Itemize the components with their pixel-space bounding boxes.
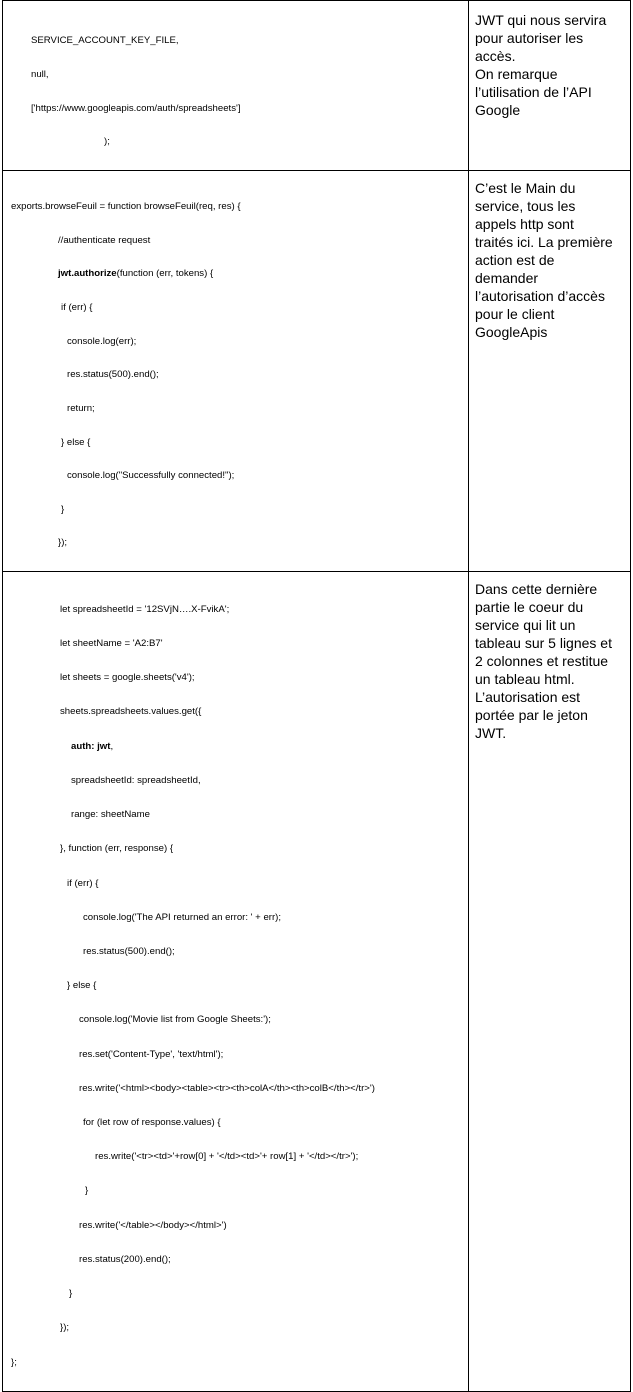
code-cell bbox=[3, 571, 469, 1391]
description-line: service qui lit un bbox=[475, 616, 576, 633]
code-line: range: sheetName bbox=[71, 809, 150, 821]
description-line: On remarque bbox=[475, 66, 558, 82]
code-line: let sheetName = 'A2:B7' bbox=[60, 637, 163, 649]
description-line: l’autorisation d’accès bbox=[475, 287, 605, 304]
code-cell bbox=[3, 170, 469, 571]
code-line: SERVICE_ACCOUNT_KEY_FILE, bbox=[31, 35, 179, 47]
description-line: portée par le jeton bbox=[475, 706, 588, 723]
description-line: Google bbox=[475, 102, 521, 118]
description-line: JWT qui nous servira bbox=[475, 12, 607, 28]
code-line: for (let row of response.values) { bbox=[83, 1117, 221, 1129]
code-line: } bbox=[85, 1185, 89, 1197]
code-cell bbox=[3, 1, 469, 171]
description-line: JWT. bbox=[475, 724, 507, 741]
code-line: res.write('</table></body></html>') bbox=[79, 1219, 227, 1231]
description-line: tableau sur 5 lignes et bbox=[475, 634, 612, 651]
description-line: l’utilisation de l’API bbox=[475, 84, 592, 100]
table-row bbox=[3, 571, 631, 1391]
description-line: accès. bbox=[475, 48, 516, 64]
description-cell bbox=[469, 170, 631, 571]
code-line: spreadsheetId: spreadsheetId, bbox=[71, 774, 201, 786]
description-line: action est de bbox=[475, 251, 555, 268]
code-line: //authenticate request bbox=[58, 234, 151, 246]
description-line: C’est le Main du bbox=[475, 179, 576, 196]
code-line: let sheets = google.sheets('v4'); bbox=[60, 672, 195, 684]
code-line: let spreadsheetId = '12SVjN….X-FvikA'; bbox=[60, 603, 230, 615]
code-line: exports.browseFeuil = function browseFeuil(req, res) { bbox=[11, 201, 241, 213]
description-line: demander bbox=[475, 269, 539, 286]
description-line: GoogleApis bbox=[475, 323, 548, 340]
description-line: service, tous les bbox=[475, 197, 576, 214]
code-token: jwt.authorize bbox=[58, 268, 117, 280]
code-line: ['https://www.googleapis.com/auth/spreadsheets'] bbox=[31, 102, 241, 114]
code-line: }); bbox=[58, 537, 68, 549]
code-line: console.log(err); bbox=[67, 335, 137, 347]
description-line: L’autorisation est bbox=[475, 688, 581, 705]
code-line bbox=[3, 741, 468, 752]
document-table bbox=[2, 0, 631, 1392]
description-line: pour le client bbox=[475, 305, 555, 322]
code-token: , bbox=[110, 740, 114, 752]
code-line: res.status(500).end(); bbox=[67, 369, 159, 381]
description-line: traités ici. La première bbox=[475, 233, 613, 250]
code-line: res.write('<tr><td>'+row[0] + '</td><td>'+ row[1] + '</td></tr>'); bbox=[95, 1151, 359, 1163]
code-line: console.log("Successfully connected!"); bbox=[67, 470, 235, 482]
code-line: console.log('Movie list from Google Sheets:'); bbox=[79, 1014, 271, 1026]
code-line: } bbox=[69, 1288, 73, 1300]
description-line: Dans cette dernière bbox=[475, 580, 598, 597]
code-line: } bbox=[61, 503, 65, 515]
code-line: console.log('The API returned an error: ' + err); bbox=[83, 911, 282, 923]
code-line: }; bbox=[11, 1356, 17, 1368]
code-line: res.write('<html><body><table><tr><th>colA</th><th>colB</th></tr>') bbox=[79, 1082, 375, 1094]
code-token: auth: jwt bbox=[71, 740, 111, 752]
code-line: }); bbox=[60, 1322, 70, 1334]
table-row bbox=[3, 170, 631, 571]
description-line: pour autoriser les bbox=[475, 30, 584, 46]
code-line: null, bbox=[31, 69, 49, 81]
description-line: partie le coeur du bbox=[475, 598, 584, 615]
code-line: ); bbox=[104, 136, 110, 148]
code-line: if (err) { bbox=[61, 302, 93, 314]
code-line: if (err) { bbox=[67, 877, 99, 889]
code-line: res.status(200).end(); bbox=[79, 1253, 171, 1265]
code-line: } else { bbox=[61, 436, 91, 448]
description-line: appels http sont bbox=[475, 215, 574, 232]
code-line: return; bbox=[67, 402, 95, 414]
code-line: }, function (err, response) { bbox=[60, 843, 174, 855]
description-cell bbox=[469, 1, 631, 171]
code-token: (function (err, tokens) { bbox=[116, 268, 214, 280]
table-row bbox=[3, 1, 631, 171]
description-cell bbox=[469, 571, 631, 1391]
code-line bbox=[3, 268, 468, 279]
description-line: un tableau html. bbox=[475, 670, 575, 687]
code-line: res.status(500).end(); bbox=[83, 945, 175, 957]
code-line: } else { bbox=[67, 980, 97, 992]
code-line: res.set('Content-Type', 'text/html'); bbox=[79, 1048, 224, 1060]
code-line: sheets.spreadsheets.values.get({ bbox=[60, 706, 202, 718]
description-line: 2 colonnes et restitue bbox=[475, 652, 609, 669]
